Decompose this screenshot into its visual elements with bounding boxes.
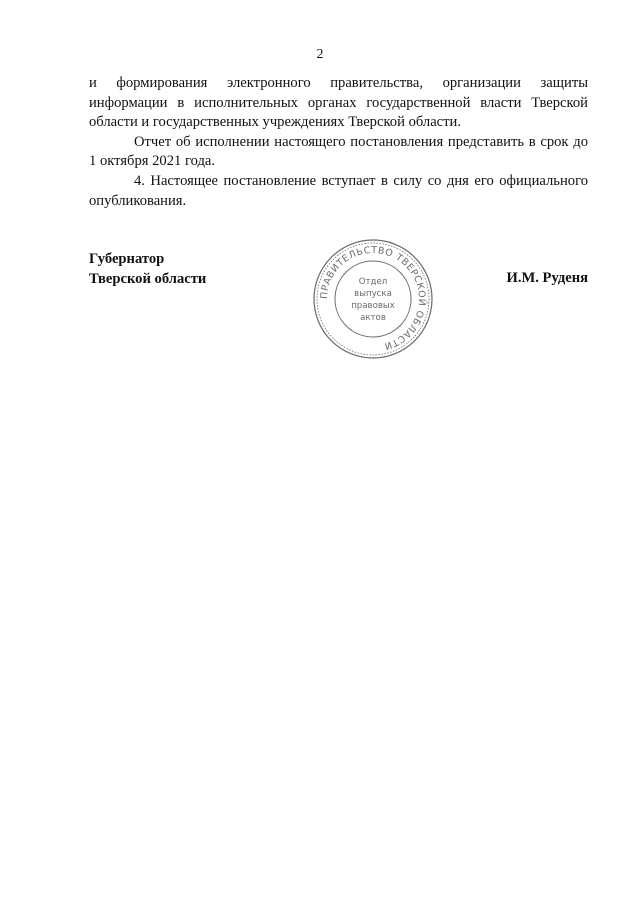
stamp-seal-icon [312,238,434,360]
document-body [89,74,588,211]
stamp-center-line4: актов [360,313,386,323]
stamp-center-line2: выпуска [354,289,392,299]
official-stamp [312,238,434,360]
signature-region: Тверской области [89,270,207,287]
signature-position [89,250,206,289]
page-number: 2 [316,47,324,62]
paragraph-continuation: и формирования электронного правительства, организации защиты информации в исполнительных органах государственной власти Тверской области и государственных учреждениях Тверской области. [89,75,588,131]
paragraph-report-deadline: Отчет об исполнении настоящего постановления представить в срок до 1 октября 2021 года. [89,133,588,170]
stamp-center-line3: правовых [351,301,395,311]
signatory-name: И.М. Руденя [506,270,588,286]
stamp-ring-text: ПРАВИТЕЛЬСТВО ТВЕРСКОЙ ОБЛАСТИ [318,244,428,352]
signature-title: Губернатор [89,251,165,267]
paragraph-effective-date: 4. Настоящее постановление вступает в силу со дня его официального опубликования. [89,172,588,209]
stamp-center-line1: Отдел [358,277,388,287]
